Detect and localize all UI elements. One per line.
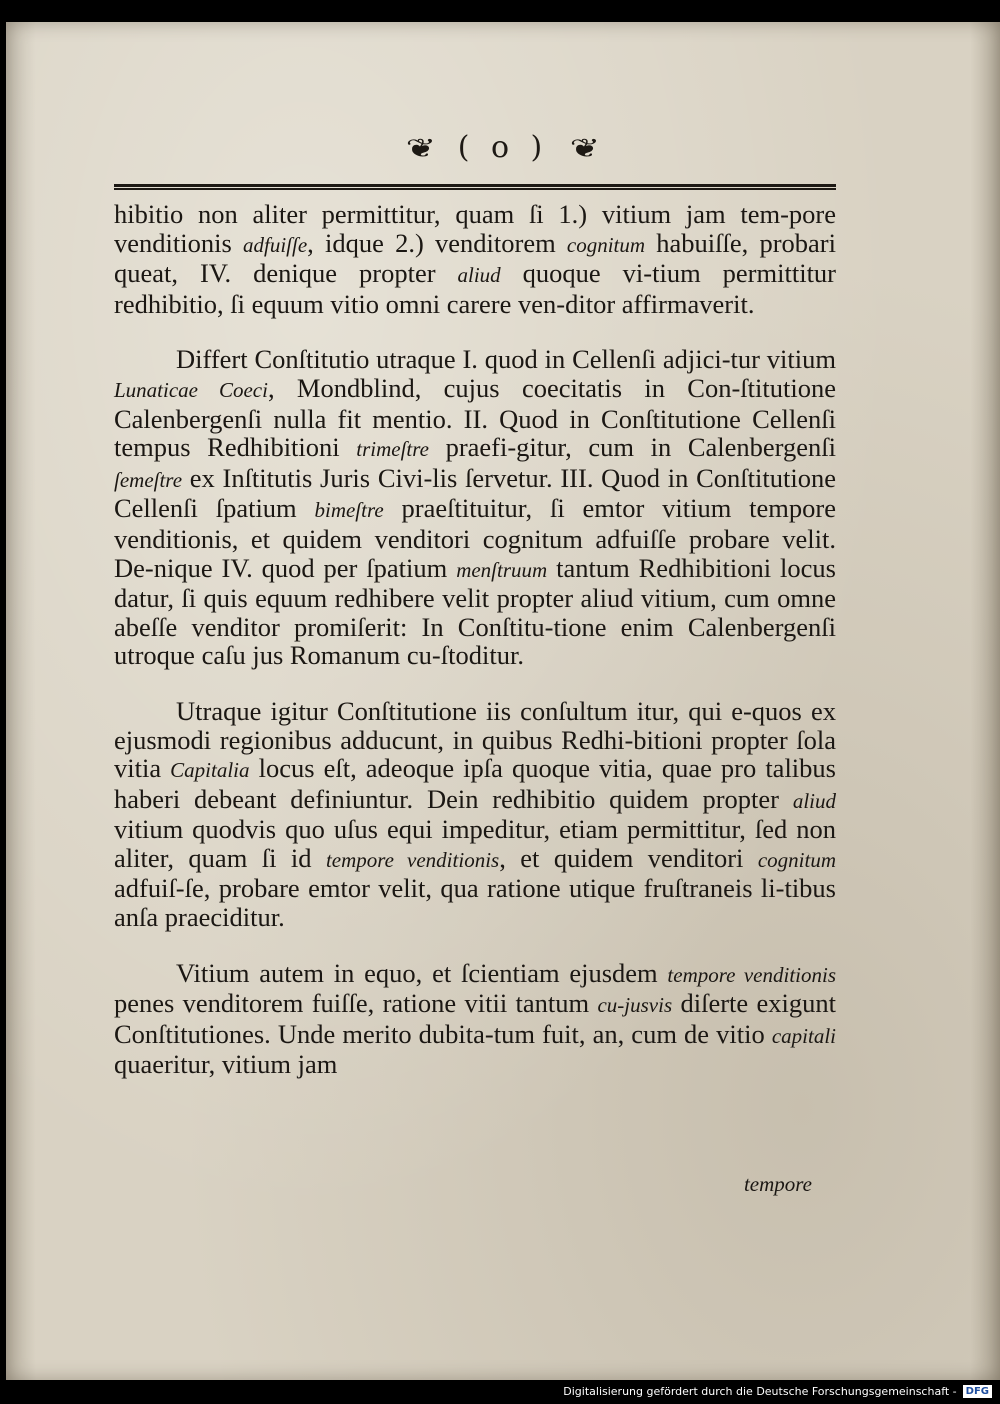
italic-term: tempore venditionis [667, 962, 837, 987]
catchword: tempore [743, 1172, 812, 1196]
italic-term: ſemeſtre [114, 467, 183, 492]
paragraph [114, 200, 836, 318]
italic-term: Lunaticae Coeci [114, 377, 268, 402]
italic-term: aliud [457, 263, 501, 288]
digitization-credit [563, 1385, 992, 1398]
text-run: locus eſt, adeoque ipſa quoque vitia, quae pro talibus haberi debeant definiuntur. Dein redhibitio quidem propter [114, 753, 836, 814]
italic-term: adfuiſſe [243, 232, 308, 257]
credit-text: Digitalisierung gefördert durch die Deutsche Forschungsgemeinschaft - [563, 1385, 957, 1398]
dfg-logo-icon: DFG [963, 1385, 992, 1398]
italic-term: Capitalia [170, 758, 250, 783]
text-run: penes venditorem fuiſſe, ratione vitii tantum [114, 988, 598, 1019]
text-run: praeſtituitur, ſi emtor vitium tempore venditionis, et quidem venditori cognitum adfuiſſe probare velit. De-nique IV. quod per ſpatium [114, 493, 836, 583]
text-run: vitium quodvis quo uſus equi impeditur, etiam permittitur, ſed non aliter, quam ſi id [114, 814, 836, 873]
text-run: Utraque igitur Conſtitutione iis conſultum itur, qui e-quos ex ejusmodi regionibus adducunt, in quibus Redhi-bitioni propter ſola vitia [114, 695, 836, 784]
text-run: Vitium autem in equo, et ſcientiam ejusdem [176, 957, 668, 988]
italic-term: aliud [792, 788, 836, 813]
italic-term: capitali [771, 1023, 836, 1048]
book-page [6, 22, 1000, 1380]
text-run: quoque vi-tium permittitur redhibitio, ſi equum vitio omni carere ven-ditor affirmaverit. [114, 258, 837, 319]
text-run: Differt Conſtitutio utraque I. quod in Cellenſi adjici-tur vitium [176, 344, 836, 375]
text-run: tantum Redhibitioni locus datur, ſi quis equum redhibere velit propter aliud vitium, cum omne abeſſe venditor promiſerit: In Conſtitu-tione enim Calenbergenſi utroque caſu jus Romanum cu-ſtoditur. [114, 552, 836, 671]
italic-term: cognitum [566, 232, 646, 257]
body-text [114, 200, 836, 1106]
text-run: ex Inſtitutis Juris Civi-lis ſervetur. III. Quod in Conſtitutione Cellenſi ſpatium [114, 462, 836, 524]
italic-term: menſtruum [456, 557, 548, 582]
paragraph [114, 959, 836, 1079]
text-run: , et quidem venditori [499, 842, 758, 873]
text-run: quaeritur, vitium jam [114, 1049, 338, 1080]
text-run: , idque 2.) venditorem [307, 227, 567, 258]
page-header [6, 130, 1000, 165]
text-run: praefi-gitur, cum in Calenbergenſi [428, 432, 836, 463]
ornament-left-icon: ❦ [406, 134, 437, 164]
page-number-marker: ( o ) [457, 130, 549, 165]
italic-term: cognitum [757, 847, 836, 872]
italic-term: trimeſtre [356, 437, 429, 462]
paragraph [114, 697, 836, 932]
italic-term: bimeſtre [314, 498, 384, 523]
text-run: diſerte exigunt Conſtitutiones. Unde merito dubita-tum fuit, an, cum de vitio [114, 988, 836, 1049]
italic-term: cu-jusvis [597, 993, 673, 1018]
italic-term: tempore venditionis [325, 847, 500, 872]
paragraph [114, 345, 836, 670]
text-run: , Mondblind, cujus coecitatis in Con-ſtitutione Calenbergenſi nulla fit mentio. II. Quod in Conſtitutione Cellenſi tempus Redhibitioni [114, 372, 836, 463]
header-rule [114, 184, 836, 191]
text-run: adfuiſ-ſe, probare emtor velit, qua ratione utique fruſtraneis li-tibus anſa praeciditur. [114, 873, 836, 933]
text-run: hibitio non aliter permittitur, quam ſi 1.) vitium jam tem-pore venditionis [114, 199, 836, 258]
ornament-right-icon: ❦ [569, 134, 600, 164]
text-run: habuiſſe, probari queat, IV. denique propter [114, 227, 836, 289]
